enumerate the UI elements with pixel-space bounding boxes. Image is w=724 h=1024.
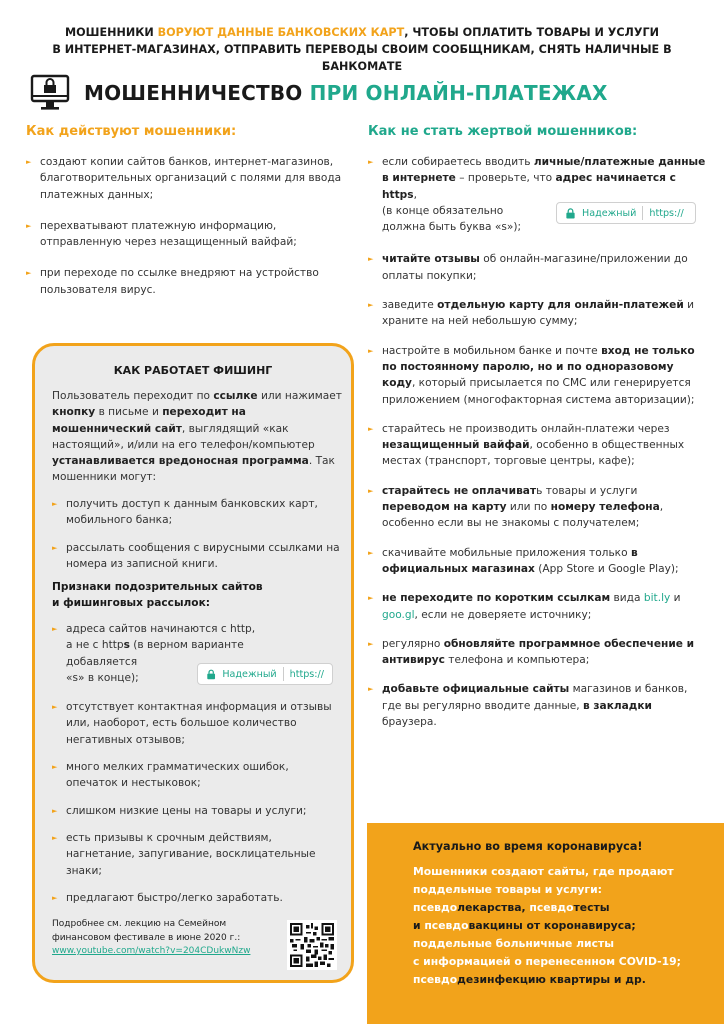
list-item: ► рассылать сообщения с вирусными ссылками на номера из записной книги.: [52, 540, 342, 573]
phishing-panel: [32, 343, 354, 983]
list-item: ► предлагают быстро/легко заработать.: [52, 890, 342, 906]
list-item: ► настройте в мобильном банке и почте вход не только по постоянному паролю, но и по одноразовому коду, который присылается по СМС или генерируется приложением (многофакторная система авторизации);: [368, 343, 706, 408]
header-line-1: МОШЕННИКИ ВОРУЮТ ДАННЫЕ БАНКОВСКИХ КАРТ, ЧТОБЫ ОПЛАТИТЬ ТОВАРЫ И УСЛУГИ: [65, 26, 659, 39]
page-title: МОШЕННИЧЕСТВО ПРИ ОНЛАЙН-ПЛАТЕЖАХ: [84, 81, 608, 105]
secure-address-pill: [556, 202, 696, 224]
coronavirus-body: Мошенники создают сайты, где продают поддельные товары и услуги: псевдолекарства, псевдотесты и псевдовакцины от коронавируса; поддельные больничные листы с информацией о перенесенном COVID-19; псевдодезинфекцию квартиры и др.: [413, 865, 681, 986]
list-item: ► читайте отзывы об онлайн-магазине/приложении до оплаты покупки;: [368, 251, 706, 284]
secure-label: Надежный: [582, 207, 637, 219]
list-item: ► заведите отдельную карту для онлайн-платежей и храните на ней небольшую сумму;: [368, 297, 706, 330]
protocol-label: https://: [289, 668, 324, 680]
list-item: ► отсутствует контактная информация и отзывы или, наоборот, есть большое количество негативных отзывов;: [52, 699, 342, 748]
list-item: ► старайтесь не производить онлайн-платежи через незащищенный вайфай, особенно в общественных местах (транспорт, торговые центры, кафе);: [368, 421, 706, 470]
right-heading: Как не стать жертвой мошенников:: [368, 124, 638, 139]
list-item: ► получить доступ к данным банковских карт, мобильного банка;: [52, 496, 342, 529]
list-item: ► регулярно обновляйте программное обеспечение и антивирус телефона и компьютера;: [368, 636, 706, 669]
fraud-methods-list: [26, 154, 342, 313]
list-item: ► старайтесь не оплачивать товары и услуги переводом на карту или по номеру телефона, особенно если вы не знакомы с получателем;: [368, 483, 706, 532]
signs-heading: Признаки подозрительных сайтов и фишинговых рассылок:: [52, 581, 263, 609]
coronavirus-box: [367, 823, 724, 1024]
list-item: ► много мелких грамматических ошибок, опечаток и нестыковок;: [52, 759, 342, 792]
secure-label: Надежный: [222, 668, 277, 680]
protection-tips-list: [368, 154, 706, 743]
list-item: ► есть призывы к срочным действиям, нагнетание, запугивание, восклицательные знаки;: [52, 830, 342, 879]
phishing-capabilities-list: [52, 496, 342, 583]
pill-divider: [642, 206, 643, 220]
title-row: [30, 74, 690, 114]
coronavirus-title: Актуально во время коронавируса!: [413, 840, 643, 853]
list-item: ► перехватывают платежную информацию, отправленную через незащищенный вайфай;: [26, 218, 342, 251]
qr-code-icon[interactable]: [287, 920, 337, 970]
header-line-2: В ИНТЕРНЕТ-МАГАЗИНАХ, ОТПРАВИТЬ ПЕРЕВОДЫ СВОИМ СООБЩНИКАМ, СНЯТЬ НАЛИЧНЫЕ В БАНКОМАТЕ: [52, 43, 672, 73]
list-item: ► адреса сайтов начинаются с http, а не с https (в верном варианте добавляется «s» в конце);: [52, 621, 342, 686]
list-item: ► если собираетесь вводить личные/платежные данные в интернете – проверьте, что адрес начинается с https, (в конце обязательно должна быть буква «s»);: [368, 154, 706, 235]
list-item: ► при переходе по ссылке внедряют на устройство пользователя вирус.: [26, 265, 342, 298]
left-heading: Как действуют мошенники:: [26, 124, 237, 139]
protocol-label: https://: [649, 207, 684, 219]
list-item: ► слишком низкие цены на товары и услуги;: [52, 803, 342, 819]
phishing-title: КАК РАБОТАЕТ ФИШИНГ: [113, 364, 273, 377]
list-item: ► добавьте официальные сайты магазинов и банков, где вы регулярно вводите данные, в закладки браузера.: [368, 681, 706, 730]
lock-icon: [206, 669, 216, 680]
secure-address-pill: [197, 663, 333, 685]
computer-lock-icon: [30, 74, 70, 112]
list-item: ► создают копии сайтов банков, интернет-магазинов, благотворительных организаций с полями для ввода платежных данных;: [26, 154, 342, 203]
header-banner: [14, 24, 710, 75]
pill-divider: [283, 667, 284, 681]
list-item: ► не переходите по коротким ссылкам вида bit.ly и goo.gl, если не доверяете источнику;: [368, 590, 706, 623]
lecture-note: Подробнее см. лекцию на Семейном финансовом фестивале в июне 2020 г.: www.youtube.com/watch?v=204CDukwNzw: [52, 919, 251, 956]
lecture-link[interactable]: www.youtube.com/watch?v=204CDukwNzw: [52, 946, 251, 956]
phishing-intro: Пользователь переходит по ссылке или нажимает кнопку в письме и переходит на мошеннический сайт, выглядящий «как настоящий», и/или на его телефон/компьютер устанавливается вредоносная программа. Так мошенники могут:: [52, 390, 342, 484]
list-item: ► скачивайте мобильные приложения только в официальных магазинах (App Store и Google Play);: [368, 545, 706, 578]
lock-icon: [565, 208, 576, 219]
